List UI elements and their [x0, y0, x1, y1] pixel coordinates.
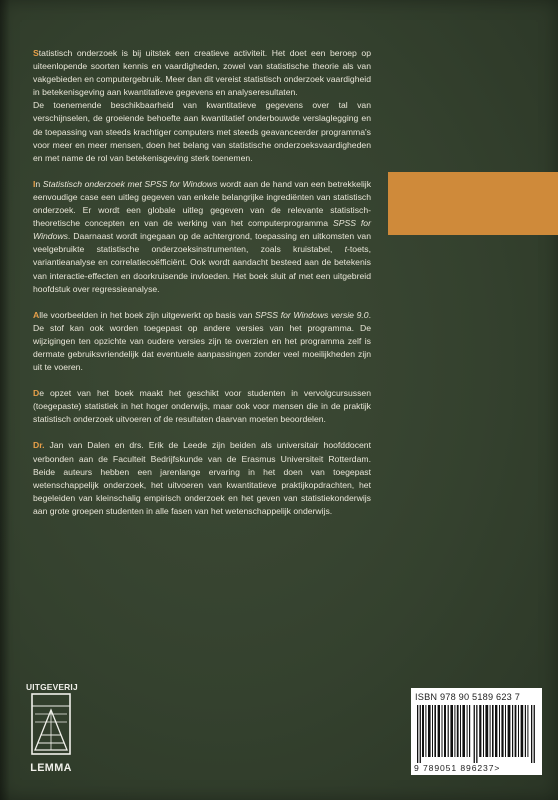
paragraph-context: [33, 99, 371, 164]
barcode-digit-text: 9 789051 896237: [414, 763, 495, 773]
paragraph-text: e opzet van het boek maakt het geschikt voor studenten in vervolgcursussen (toegepaste) statistiek in het hoger onderwijs, maar ook voor mensen die in de praktijk statistisch onderzoek uitvoeren of de resultaten daarvan moeten beoordelen.: [33, 388, 371, 425]
publisher-logo: [26, 682, 76, 782]
t-symbol: t: [344, 244, 348, 255]
paragraph-authors: [33, 439, 371, 518]
paragraph-text: lle voorbeelden in het boek zijn uitgewerkt op basis van: [39, 309, 256, 320]
paragraph-text: . Daarnaast wordt ingegaan op de achtergrond, toepassing en uitkomsten van veelgebruikte statistische onderzoeksinstrumenten, zoals kruistabel,: [33, 231, 371, 255]
paragraph-text: . De stof kan ook worden toegepast op andere versies van het programma. De wijzigingen ten opzichte van oudere versies zijn te overzien en het programma zelf is dermate gebruiksvriendelijk dat eventuele aanpassingen zonder veel moeilijkheden zijn uit te voeren.: [33, 309, 372, 373]
paragraph-text: wordt aan de hand van een betrekkelijk eenvoudige case een uitleg gegeven van enkele belangrijke ingrediënten van statistisch onderzoek. Er wordt een globale uitleg gegeven van de relevante statistisch-theoretische concepten en van de werking van het computerprogramma: [33, 178, 372, 229]
paragraph-text: De toenemende beschikbaarheid van kwantitatieve gegevens over tal van verschijnselen, de groeiende behoefte aan kwantitatief onderbouwde verslaglegging en de toepassing van steeds krachtiger computers met steeds geavanceerder programma's voor meer en meer mensen, doen het belang van statistische onderzoeksvaardigheden en met name de rol van betekenisgeving sterk toenemen.: [33, 100, 371, 163]
isbn-text: ISBN 978 90 5189 623 7: [415, 692, 521, 702]
paragraph-intro: [33, 47, 371, 99]
paragraph-text: Jan van Dalen en drs. Erik de Leede zijn beiden als universitair hoofddocent verbonden aan de Faculteit Bedrijfskunde van de Erasmus Universiteit Rotterdam. Beide auteurs hebben een jarenlange ervaring in het doen van toegepast wetenschappelijk onderzoek, het uitvoeren van kwantitatieve praktijkopdrachten, het begeleiden van kleinschalig empirisch onderzoek en het geven van statistiekonderwijs aan grote groepen studenten in alle fasen van het wetenschappelijk onderwijs.: [33, 440, 371, 516]
publisher-logo-top: UITGEVERIJ: [26, 682, 78, 692]
barcode-label: [411, 688, 542, 775]
software-version: SPSS for Windows versie 9.0: [255, 309, 369, 320]
spine-shadow: [0, 0, 10, 800]
paragraph-version: [33, 309, 371, 374]
book-title: Statistisch onderzoek met SPSS for Windows: [42, 178, 218, 189]
orange-band: [388, 172, 558, 235]
lemma-mark-icon: [27, 692, 75, 756]
software-name: SPSS for Windows: [33, 218, 371, 242]
publisher-logo-bottom: LEMMA: [30, 762, 72, 774]
paragraph-text: n: [35, 178, 43, 189]
drop-letter: A: [33, 309, 40, 320]
barcode-digits: [414, 763, 500, 773]
paragraph-content: [33, 178, 371, 296]
drop-letter: S: [33, 48, 39, 58]
paragraph-text: -toets, variantieanalyse en correlatiecoëfficiënt. Ook wordt aandacht besteed aan de betekenis van interactie-effecten en doorkruisende invloeden. Het boek sluit af met een uitgebreid hoofdstuk over regressieanalyse.: [33, 244, 371, 294]
drop-letter: I: [33, 178, 36, 189]
drop-letter: D: [33, 388, 40, 399]
paragraph-audience: [33, 387, 371, 426]
blurb-text: [33, 47, 371, 531]
barcode-bars-icon: [417, 705, 536, 763]
drop-letter: Dr.: [33, 440, 45, 451]
barcode-arrow: >: [494, 763, 501, 773]
paragraph-text: tatistisch onderzoek is bij uitstek een creatieve activiteit. Het doet een beroep op uiteenlopende soorten kennis en vaardigheden, zowel van statistische theorie als van vakgebieden en computergebruik. Meer dan dit vereist statistisch onderzoek vaardigheid in betekenisgeving aan kwantitatieve gegevens en analyseresultaten.: [33, 48, 372, 98]
